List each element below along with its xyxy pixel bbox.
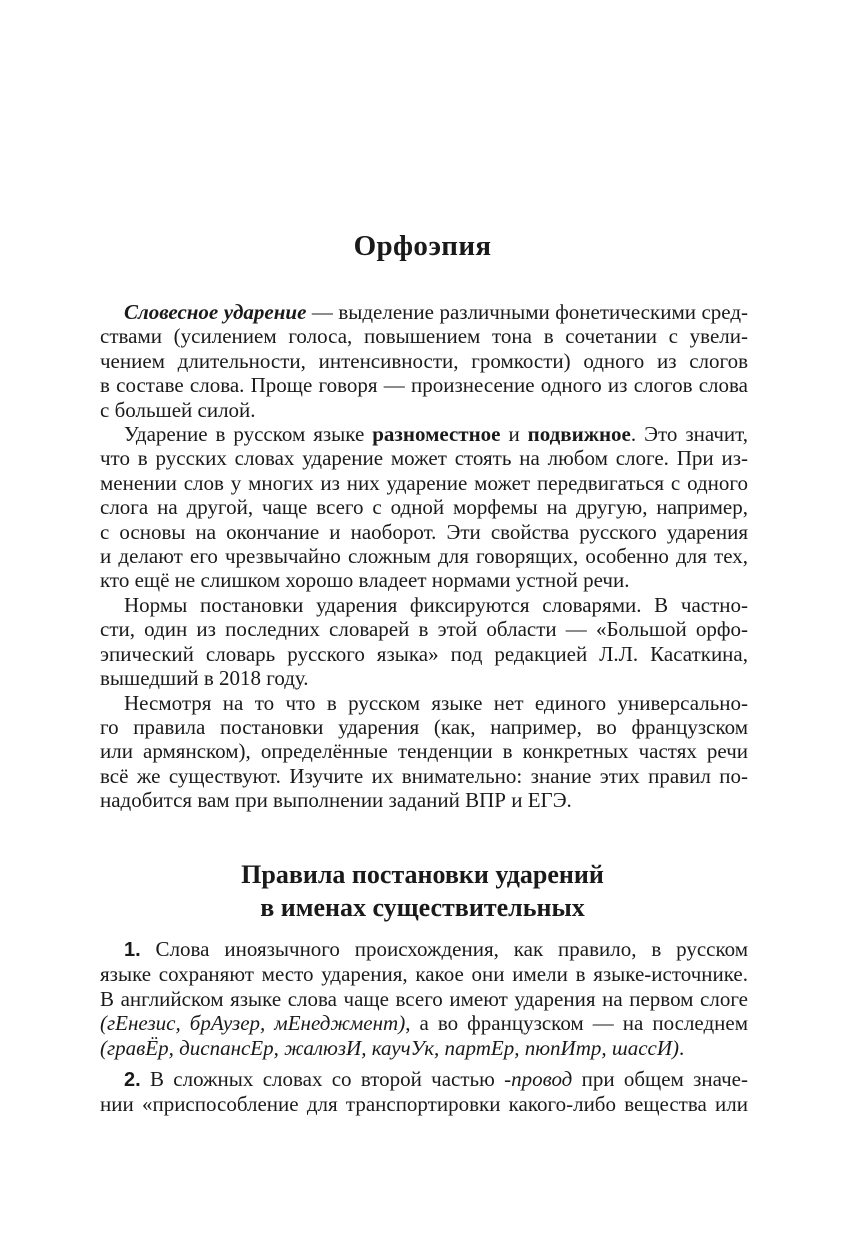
text-run: чением длительности, интенсивности, громкости) одного из слогов: [100, 348, 748, 373]
text-run: го правила постановки ударения (как, например, во французском: [100, 714, 748, 739]
text-run: что в русских словах ударение может стоять на любом слоге. При из-: [100, 446, 748, 471]
text-run: В сложных словах со второй частью: [140, 1067, 505, 1092]
text-line: [100, 1036, 748, 1060]
text-run: .: [679, 1035, 685, 1060]
emphasis-run: (гЕнезис, брАузер, мЕнеджмент): [100, 1011, 406, 1036]
section-heading-line: Правила постановки ударений: [241, 860, 604, 889]
text-line: [100, 739, 748, 763]
text-line: [100, 324, 748, 348]
text-run: с основы на окончание и наоборот. Эти свойства русского ударения: [100, 519, 748, 544]
text-run: и делают его чрезвычайно сложным для говорящих, особенно для тех,: [100, 544, 748, 569]
text-line: [100, 1067, 748, 1092]
text-run: или армянском), определённые тенденции в конкретных частях речи: [100, 739, 748, 764]
text-line: [100, 568, 748, 592]
text-run: в составе слова. Проще говоря — произнесение одного из слогов слова: [100, 373, 748, 398]
text-run: Ударение в русском языке: [124, 422, 373, 447]
text-run: сти, один из последних словарей в этой области — «Большой орфо-: [100, 617, 748, 642]
text-run: кто ещё не слишком хорошо владеет нормами устной речи.: [100, 568, 630, 593]
emphasis-run: подвижное: [527, 422, 631, 447]
emphasis-run: -провод: [504, 1067, 573, 1092]
text-line: [100, 1092, 748, 1116]
text-run: и: [500, 422, 528, 447]
text-run: Несмотря на то что в русском языке нет единого универсально-: [124, 690, 748, 715]
text-run: эпический словарь русского языка» под редакцией Л.Л. Касаткина,: [100, 641, 748, 666]
text-run: Нормы постановки ударения фиксируются словарями. В частно-: [124, 592, 748, 617]
text-run: всё же существуют. Изучите их внимательно: знание этих правил по-: [100, 763, 748, 788]
text-line: [100, 373, 748, 397]
emphasis-run: Словесное ударение: [124, 300, 307, 324]
text-line: [100, 715, 748, 739]
paragraph: [100, 422, 748, 593]
text-run: с большей силой.: [100, 397, 256, 422]
text-line: [100, 937, 748, 962]
text-line: [100, 300, 748, 324]
text-run: надобится вам при выполнении заданий ВПР и ЕГЭ.: [100, 788, 572, 813]
text-line: [100, 422, 748, 446]
emphasis-run: разноместное: [372, 422, 501, 447]
text-run: В английском языке слова чаще всего имеют ударения на первом слоге: [100, 986, 748, 1011]
text-line: [100, 764, 748, 788]
text-line: [100, 642, 748, 666]
text-run: Слова иноязычного происхождения, как правило, в русском: [140, 937, 748, 961]
rule-item: [100, 1060, 748, 1117]
text-line: [100, 962, 748, 986]
text-line: [100, 495, 748, 519]
text-line: [100, 446, 748, 470]
text-run: , а во французском — на последнем: [405, 1011, 749, 1036]
text-line: [100, 788, 748, 812]
rule-number: 2.: [124, 1069, 141, 1092]
emphasis-run: (гравЁр, диспансЕр, жалюзИ, каучУк, партЕр, пюпИтр, шассИ): [100, 1035, 680, 1060]
text-run: вышедший в 2018 году.: [100, 666, 309, 691]
paragraph: [100, 593, 748, 691]
text-line: [100, 471, 748, 495]
text-run: языке сохраняют место ударения, какое они имели в языке-источнике.: [100, 962, 748, 987]
text-run: . Это значит,: [630, 422, 748, 447]
text-line: [100, 398, 748, 422]
text-line: [100, 520, 748, 544]
text-line: [100, 544, 748, 568]
text-line: [100, 617, 748, 641]
text-line: [100, 666, 748, 690]
intro-text: [100, 300, 748, 813]
text-line: [100, 349, 748, 373]
text-run: при общем значе-: [572, 1067, 748, 1092]
rule-number: 1.: [124, 939, 141, 961]
paragraph: [100, 691, 748, 813]
text-run: менении слов у многих из них ударение может передвигаться с одного: [100, 470, 748, 495]
section-heading-line: в именах существительных: [260, 893, 585, 922]
text-line: [100, 593, 748, 617]
text-run: нии «приспособление для транспортировки какого-либо вещества или: [100, 1092, 748, 1117]
text-line: [100, 1011, 748, 1035]
text-run: — выделение различными фонетическими сред-: [306, 300, 748, 324]
section-heading: [0, 858, 845, 924]
page-title: Орфоэпия: [353, 230, 492, 262]
rule-item: [100, 937, 748, 1060]
text-line: [100, 691, 748, 715]
rules-list: [100, 937, 748, 1117]
text-run: ствами (усилением голоса, повышением тона в сочетании с увели-: [100, 324, 748, 349]
text-line: [100, 987, 748, 1011]
text-run: слога на другой, чаще всего с одной морфемы на другую, например,: [100, 495, 748, 520]
paragraph: [100, 300, 748, 422]
